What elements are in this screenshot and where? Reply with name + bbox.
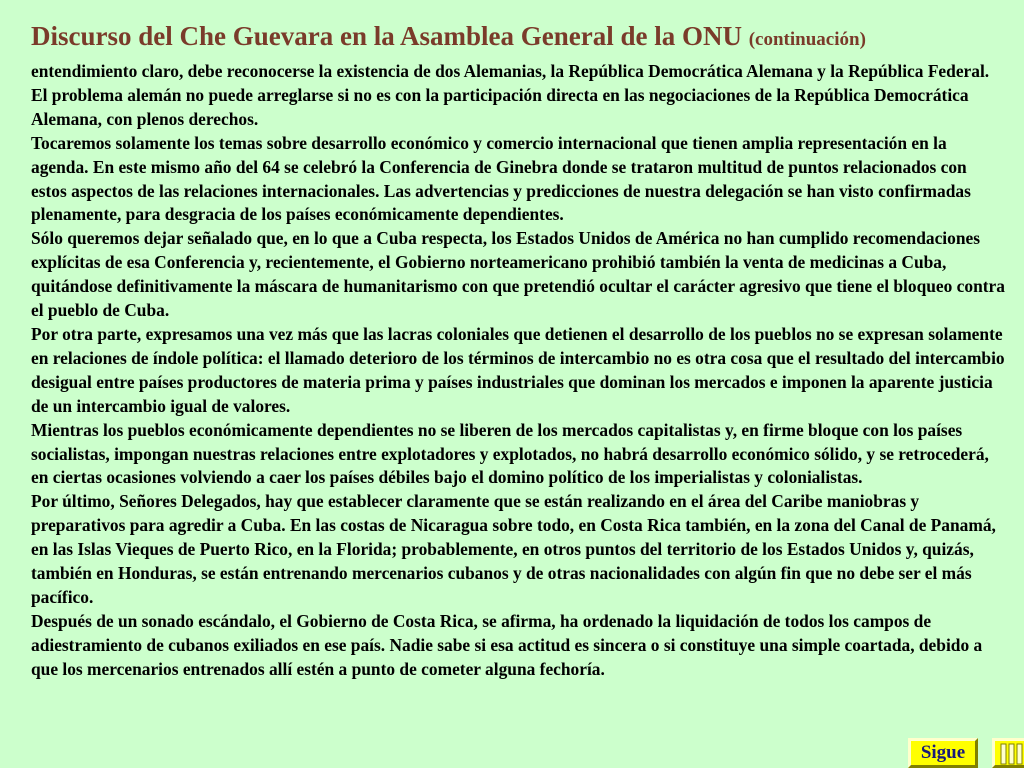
end-button[interactable] (992, 738, 1024, 768)
paragraph: Sólo queremos dejar señalado que, en lo que a Cuba respecta, los Estados Unidos de América no han cumplido recomendaciones explícitas de esa Conferencia y, recientemente, el Gobierno norteamericano prohibió también la venta de medicinas a Cuba, quitándose definitivamente la máscara de humanitarismo con que pretendió ocultar el carácter agresivo que tiene el bloqueo contra el pueblo de Cuba. (31, 228, 1005, 321)
speech-text (31, 60, 1006, 682)
page-subtitle: (continuación) (748, 29, 866, 50)
paragraph: Por último, Señores Delegados, hay que establecer claramente que se están realizando en el área del Caribe maniobras y preparativos para agredir a Cuba. En las costas de Nicaragua sobre todo, en Costa Rica también, en la zona del Canal de Panamá, en las Islas Vieques de Puerto Rico, en la Florida; probablemente, en otros puntos del territorio de los Estados Unidos y, quizás, también en Honduras, se están entrenando mercenarios cubanos y de otras nacionalidades con algún fin que no debe ser el más pacífico. (31, 491, 996, 607)
skip-to-end-icon (999, 743, 1023, 765)
paragraph: Después de un sonado escándalo, el Gobierno de Costa Rica, se afirma, ha ordenado la liquidación de todos los campos de adiestramiento de cubanos exiliados en ese país. Nadie sabe si esa actitud es sincera o si constituye una simple coartada, debido a que los mercenarios entrenados allí estén a punto de cometer alguna fechoría. (31, 610, 983, 679)
paragraph: Mientras los pueblos económicamente dependientes no se liberen de los mercados capitalistas y, en firme bloque con los países socialistas, impongan nuestras relaciones entre explotadores y explotados, no habrá desarrollo económico sólido, y se retrocederá, en ciertas ocasiones volviendo a caer los países débiles bajo el domino político de los imperialistas y colonialistas. (31, 419, 989, 488)
page-title (31, 18, 866, 58)
paragraph: Tocaremos solamente los temas sobre desarrollo económico y comercio internacional que tienen amplia representación en la agenda. En este mismo año del 64 se celebró la Conferencia de Ginebra donde se trataron multitud de puntos relacionados con estos aspectos de las relaciones internacionales. Las advertencias y predicciones de nuestra delegación se han visto confirmadas plenamente, para desgracia de los países económicamente dependientes. (31, 132, 971, 225)
page-title-main: Discurso del Che Guevara en la Asamblea General de la ONU (31, 21, 742, 51)
paragraph: entendimiento claro, debe reconocerse la existencia de dos Alemanias, la República Democrática Alemana y la República Federal. El problema alemán no puede arreglarse si no es con la participación directa en las negociaciones de la República Democrática Alemana, con plenos derechos. (31, 61, 990, 129)
next-button[interactable]: Sigue (908, 738, 978, 768)
paragraph: Por otra parte, expresamos una vez más que las lacras coloniales que detienen el desarrollo de los pueblos no se expresan solamente en relaciones de índole política: el llamado deterioro de los términos de intercambio no es otra cosa que el resultado del intercambio desigual entre países productores de materia prima y países industriales que dominan los mercados e imponen la aparente justicia de un intercambio igual de valores. (31, 323, 1005, 416)
navigation-bar (0, 736, 1024, 768)
